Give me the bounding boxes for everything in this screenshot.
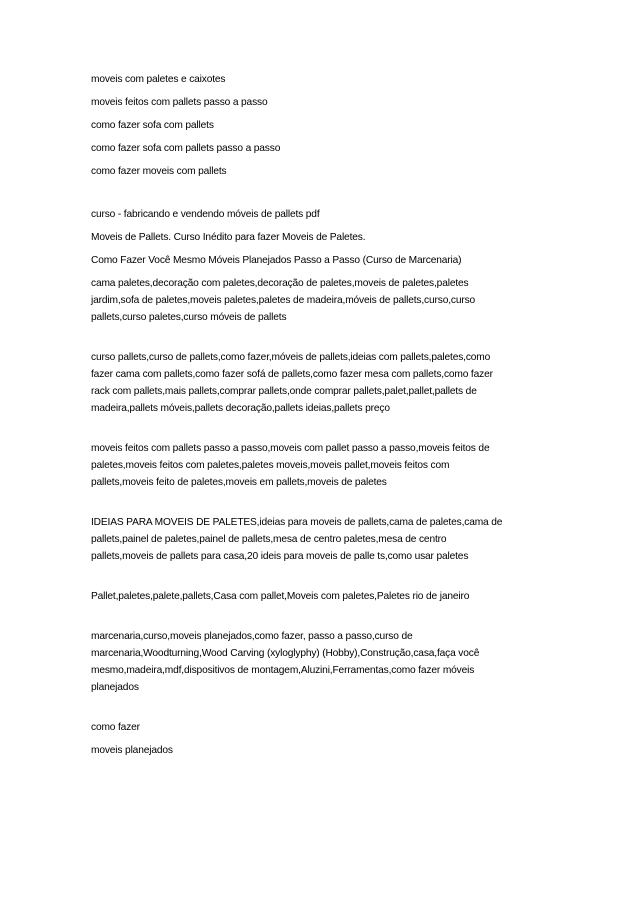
paragraph-line: planejados [91,682,139,693]
paragraph-line: pallets,moveis de pallets para casa,20 ideis para moveis de palle ts,como usar paletes [91,551,469,562]
paragraph-line: rack com pallets,mais pallets,comprar pallets,onde comprar pallets,palet,pallet,pallets de [91,386,477,397]
paragraph-line: curso pallets,curso de pallets,como fazer,móveis de pallets,ideias com pallets,paletes,como [91,352,491,363]
text-line: como fazer sofa com pallets [91,120,214,131]
paragraph-line: marcenaria,Woodturning,Wood Carving (xyloglyphy) (Hobby),Construção,casa,faça você [91,648,480,659]
text-line: Como Fazer Você Mesmo Móveis Planejados Passo a Passo (Curso de Marcenaria) [91,255,462,266]
text-line: moveis feitos com pallets passo a passo [91,97,268,108]
paragraph-line: pallets,curso paletes,curso móveis de pallets [91,312,287,323]
paragraph-line: marcenaria,curso,moveis planejados,como fazer, passo a passo,curso de [91,631,413,642]
document-page [91,71,551,759]
paragraph-line: madeira,pallets móveis,pallets decoração,pallets ideias,pallets preço [91,403,390,414]
paragraph-line: pallets,moveis feito de paletes,moveis em pallets,moveis de paletes [91,477,387,488]
paragraph-line: Pallet,paletes,palete,pallets,Casa com pallet,Moveis com paletes,Paletes rio de janeiro [91,591,470,602]
paragraph-cama [91,275,551,326]
paragraph-ideias [91,514,551,565]
paragraph-pallet [91,588,551,605]
paragraph-line: paletes,moveis feitos com paletes,paletes moveis,moveis pallet,moveis feitos com [91,460,450,471]
text-line: curso - fabricando e vendendo móveis de pallets pdf [91,209,320,220]
text-line: como fazer sofa com pallets passo a passo [91,143,281,154]
text-line: moveis planejados [91,745,173,756]
paragraph-feitos [91,440,551,491]
paragraph-line: cama paletes,decoração com paletes,decoração de paletes,moveis de paletes,paletes [91,278,469,289]
text-line: Moveis de Pallets. Curso Inédito para fazer Moveis de Paletes. [91,232,366,243]
paragraph-line: IDEIAS PARA MOVEIS DE PALETES,ideias para moveis de pallets,cama de paletes,cama de [91,517,503,528]
paragraph-line: mesmo,madeira,mdf,dispositivos de montagem,Aluzini,Ferramentas,como fazer móveis [91,665,475,676]
paragraph-marcenaria [91,628,551,696]
paragraph-line: jardim,sofa de paletes,moveis paletes,paletes de madeira,móveis de pallets,curso,curso [91,295,476,306]
paragraph-curso [91,349,551,417]
text-line: como fazer moveis com pallets [91,166,227,177]
paragraph-line: fazer cama com pallets,como fazer sofá de pallets,como fazer mesa com pallets,como fazer [91,369,493,380]
paragraph-line: moveis feitos com pallets passo a passo,moveis com pallet passo a passo,moveis feitos de [91,443,490,454]
text-line: como fazer [91,722,140,733]
text-line: moveis com paletes e caixotes [91,74,226,85]
paragraph-line: pallets,painel de paletes,painel de pallets,mesa de centro paletes,mesa de centro [91,534,447,545]
